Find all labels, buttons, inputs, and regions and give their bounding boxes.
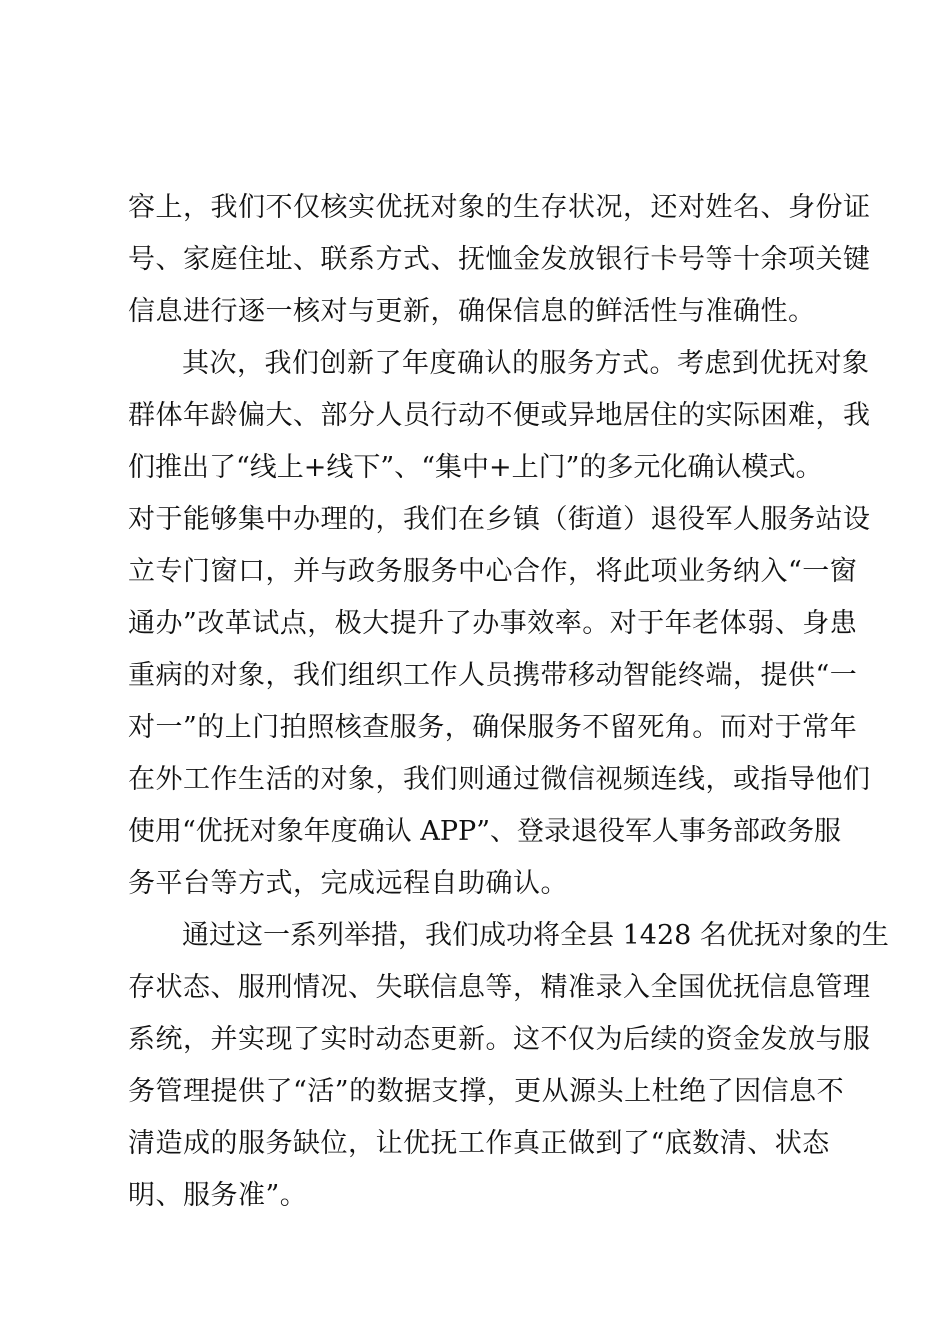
text-line-9: 通办”改革试点，极大提升了办事效率。对于年老体弱、身患 xyxy=(128,608,858,639)
text-line-5: 群体年龄偏大、部分人员行动不便或异地居住的实际困难，我 xyxy=(128,400,871,431)
text-line-7: 对于能够集中办理的，我们在乡镇（街道）退役军人服务站设 xyxy=(128,504,871,535)
text-line-16: 存状态、服刑情况、失联信息等，精准录入全国优抚信息管理 xyxy=(128,972,871,1003)
text-line-14: 务平台等方式，完成远程自助确认。 xyxy=(128,868,568,899)
text-line-13: 使用“优抚对象年度确认 APP”、登录退役军人事务部政务服 xyxy=(128,816,842,847)
text-line-11: 对一”的上门拍照核查服务，确保服务不留死角。而对于常年 xyxy=(128,712,858,743)
text-line-15: 通过这一系列举措，我们成功将全县 1428 名优抚对象的生 xyxy=(182,920,889,951)
text-line-20: 明、服务准”。 xyxy=(128,1180,308,1211)
text-line-18: 务管理提供了“活”的数据支撑，更从源头上杜绝了因信息不 xyxy=(128,1076,845,1107)
text-line-10: 重病的对象，我们组织工作人员携带移动智能终端，提供“一 xyxy=(128,660,858,691)
text-line-3: 信息进行逐一核对与更新，确保信息的鲜活性与准确性。 xyxy=(128,296,816,327)
text-line-2: 号、家庭住址、联系方式、抚恤金发放银行卡号等十余项关键 xyxy=(128,244,871,275)
text-line-6: 们推出了“线上+线下”、“集中+上门”的多元化确认模式。 xyxy=(128,452,823,483)
text-line-17: 系统，并实现了实时动态更新。这不仅为后续的资金发放与服 xyxy=(128,1024,871,1055)
text-line-1: 容上，我们不仅核实优抚对象的生存状况，还对姓名、身份证 xyxy=(128,192,871,223)
text-line-4: 其次，我们创新了年度确认的服务方式。考虑到优抚对象 xyxy=(182,348,870,379)
text-line-19: 清造成的服务缺位，让优抚工作真正做到了“底数清、状态 xyxy=(128,1128,830,1159)
text-line-12: 在外工作生活的对象，我们则通过微信视频连线，或指导他们 xyxy=(128,764,871,795)
document-body xyxy=(128,182,889,1222)
text-line-8: 立专门窗口，并与政务服务中心合作，将此项业务纳入“一窗 xyxy=(128,556,858,587)
